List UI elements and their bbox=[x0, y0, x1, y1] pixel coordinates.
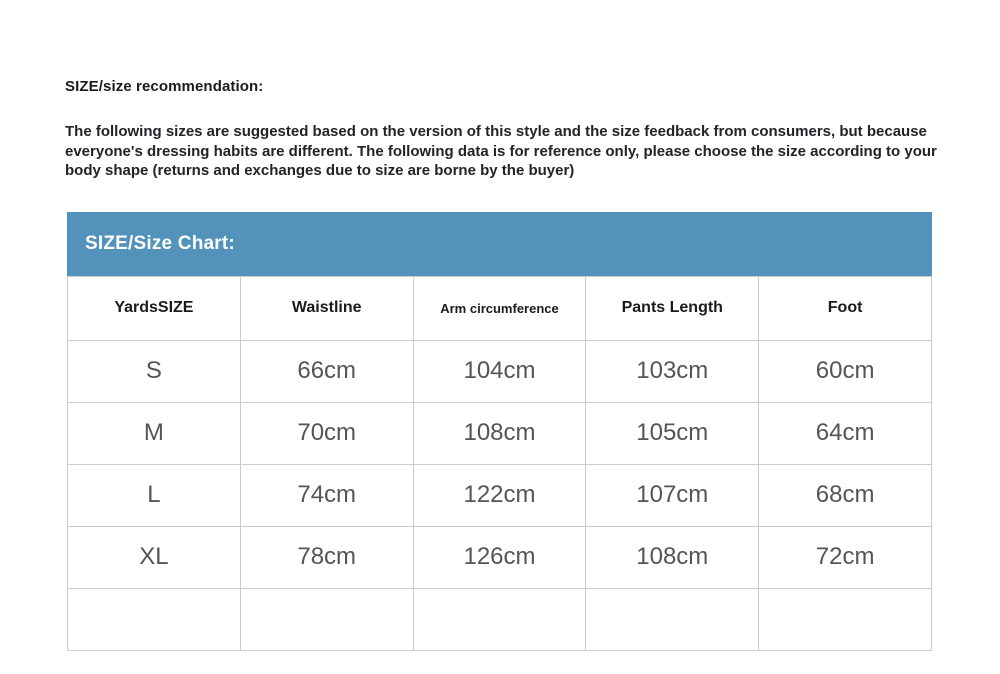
size-cell: XL bbox=[68, 526, 241, 588]
size-disclaimer-text: The following sizes are suggested based on the version of this style and the size feedback from consumers, but because everyone's dressing habits are different. The following data is for reference only, please choose the size according to your body shape (returns and exchanges due to size are borne by the buyer) bbox=[65, 123, 937, 179]
size-cell: M bbox=[68, 402, 241, 464]
arm-circumference-cell: 104cm bbox=[413, 340, 586, 402]
pants-length-cell: 105cm bbox=[586, 402, 759, 464]
foot-cell: 60cm bbox=[759, 340, 932, 402]
arm-circumference-cell: 122cm bbox=[413, 464, 586, 526]
arm-circumference-cell bbox=[413, 588, 586, 650]
pants-length-cell: 107cm bbox=[586, 464, 759, 526]
size-cell: L bbox=[68, 464, 241, 526]
table-row-empty bbox=[68, 588, 932, 650]
size-chart-banner-label: SIZE/Size Chart: bbox=[85, 232, 235, 254]
table-row-l bbox=[68, 464, 932, 526]
column-header-pants-length: Pants Length bbox=[586, 276, 759, 340]
waistline-cell: 66cm bbox=[240, 340, 413, 402]
size-chart bbox=[67, 212, 932, 651]
column-header-yards-size: YardsSIZE bbox=[68, 276, 241, 340]
size-cell bbox=[68, 588, 241, 650]
pants-length-cell: 108cm bbox=[586, 526, 759, 588]
size-cell: S bbox=[68, 340, 241, 402]
size-table-header bbox=[68, 276, 932, 340]
arm-circumference-cell: 126cm bbox=[413, 526, 586, 588]
pants-length-cell: 103cm bbox=[586, 340, 759, 402]
size-table bbox=[67, 276, 932, 651]
foot-cell: 64cm bbox=[759, 402, 932, 464]
page-title: SIZE/size recommendation: bbox=[65, 78, 264, 95]
column-header-waistline: Waistline bbox=[240, 276, 413, 340]
column-header-arm-circumference: Arm circumference bbox=[413, 276, 586, 340]
waistline-cell: 70cm bbox=[240, 402, 413, 464]
waistline-cell bbox=[240, 588, 413, 650]
table-row-xl bbox=[68, 526, 932, 588]
size-table-body bbox=[68, 340, 932, 650]
table-row-s bbox=[68, 340, 932, 402]
foot-cell: 68cm bbox=[759, 464, 932, 526]
arm-circumference-cell: 108cm bbox=[413, 402, 586, 464]
waistline-cell: 74cm bbox=[240, 464, 413, 526]
waistline-cell: 78cm bbox=[240, 526, 413, 588]
foot-cell bbox=[759, 588, 932, 650]
foot-cell: 72cm bbox=[759, 526, 932, 588]
column-header-foot: Foot bbox=[759, 276, 932, 340]
header-row bbox=[68, 276, 932, 340]
table-row-m bbox=[68, 402, 932, 464]
size-chart-banner bbox=[67, 212, 932, 276]
pants-length-cell bbox=[586, 588, 759, 650]
